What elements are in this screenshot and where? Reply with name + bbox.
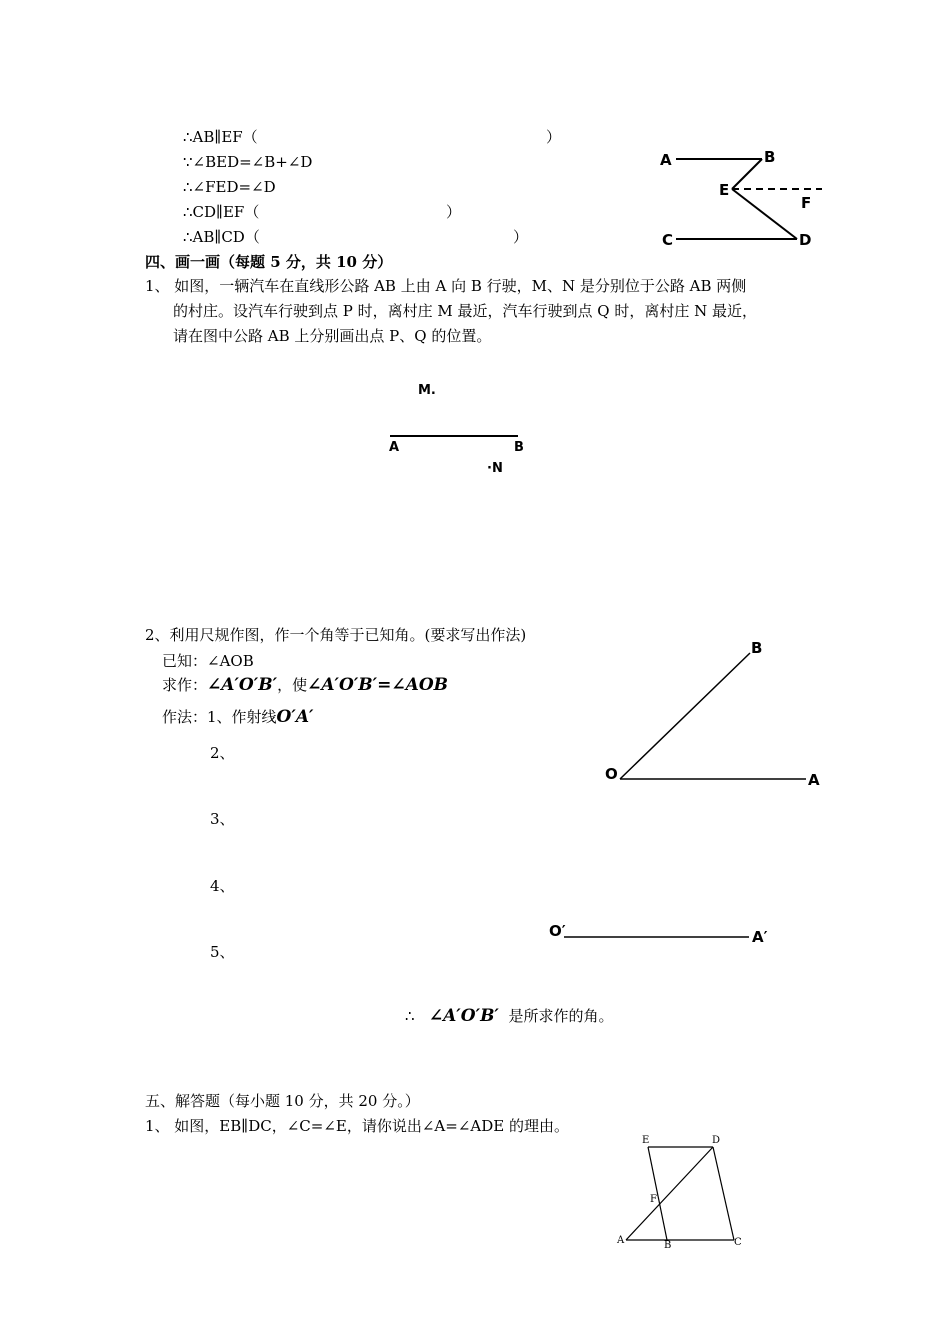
fig1-label-c: C — [662, 231, 674, 249]
q2-conclusion: ∴ ∠A′O′B′ 是所求作的角。 — [405, 1006, 614, 1026]
q2-step-5: 5、 — [210, 943, 235, 961]
q2-seek: 求作：∠A′O′B′，使∠A′O′B′=∠AOB — [162, 675, 449, 695]
q2-step-4: 4、 — [210, 877, 235, 895]
proof-line-5: ∴AB∥CD（ — [183, 228, 260, 246]
q2-step-2: 2、 — [210, 744, 235, 762]
fig4-label-f: F — [650, 1194, 657, 1205]
proof-line-2: ∵∠BED=∠B+∠D — [183, 153, 313, 171]
fig1-label-b: B — [764, 148, 776, 166]
section-4-heading: 四、画一画（每题 5 分，共 10 分） — [145, 253, 393, 271]
fig1-label-a: A — [660, 151, 672, 169]
q2-step-3: 3、 — [210, 810, 235, 828]
village-m-label: M. — [418, 383, 436, 398]
q2-method-step-1: 作法：1、作射线O′A′ — [162, 707, 314, 727]
fig1-label-e: E — [719, 181, 730, 199]
fig1-label-d: D — [799, 231, 812, 249]
q2-known: 已知：∠AOB — [162, 652, 254, 670]
fig3-label-b: B — [751, 639, 763, 657]
fig4-label-b: B — [664, 1240, 672, 1251]
fig3-label-o: O — [605, 765, 618, 783]
fig4-label-c: C — [734, 1237, 742, 1248]
section-4-q1-line1: 1、 如图，一辆汽车在直线形公路 AB 上由 A 向 B 行驶，M、N 是分别位于公路 AB 两侧 — [145, 277, 747, 295]
proof-line-1: ∴AB∥EF（ — [183, 128, 258, 146]
road-label-a: A — [389, 440, 400, 455]
proof-line-5-close: ） — [513, 228, 529, 246]
proof-line-1-close: ） — [546, 128, 562, 146]
proof-line-3: ∴∠FED=∠D — [183, 178, 276, 196]
road-label-b: B — [514, 440, 524, 455]
fig3-label-a-prime: A′ — [752, 928, 768, 946]
fig4-label-d: D — [712, 1135, 721, 1146]
fig3-label-a: A — [808, 771, 820, 789]
fig4-label-a: A — [617, 1235, 625, 1246]
proof-line-4-close: ） — [446, 203, 462, 221]
proof-line-4: ∴CD∥EF（ — [183, 203, 260, 221]
section-4-q1-line3: 请在图中公路 AB 上分别画出点 P、Q 的位置。 — [173, 327, 492, 345]
section-4-q1-line2: 的村庄。设汽车行驶到点 P 时，离村庄 M 最近，汽车行驶到点 Q 时，离村庄 N 最近， — [173, 302, 758, 320]
section-5-heading: 五、解答题（每小题 10 分，共 20 分。） — [145, 1092, 420, 1110]
fig3-label-o-prime: O′ — [549, 922, 566, 940]
section-5-q1: 1、 如图，EB∥DC，∠C=∠E，请你说出∠A=∠ADE 的理由。 — [145, 1117, 569, 1135]
q2-title: 2、利用尺规作图，作一个角等于已知角。(要求写出作法) — [145, 626, 527, 644]
fig1-label-f: F — [801, 194, 812, 212]
village-n-label: ·N — [487, 461, 503, 476]
fig4-label-e: E — [642, 1135, 650, 1146]
